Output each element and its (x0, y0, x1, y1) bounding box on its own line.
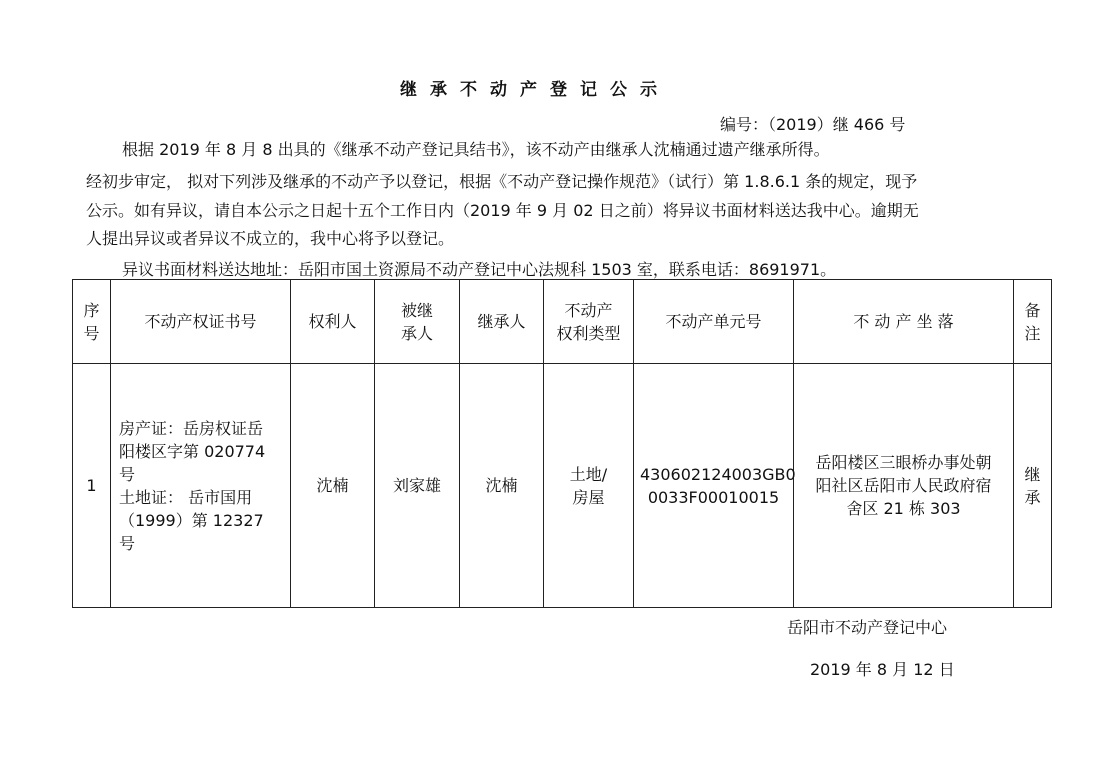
header-owner: 权利人 (291, 280, 375, 364)
cell-remark: 继 承 (1014, 364, 1052, 608)
paragraph-line-1: 经初步审定， 拟对下列涉及继承的不动产予以登记，根据《不动产登记操作规范》（试行）第 1.8.6.1 条的规定，现予 (86, 172, 918, 191)
document-number: 编号：（2019）继 466 号 (720, 115, 906, 134)
header-heir: 继承人 (460, 280, 544, 364)
header-cert-number: 不动产权证书号 (111, 280, 291, 364)
cell-unit-number: 430602124003GB0 0033F00010015 (634, 364, 794, 608)
header-remark: 备 注 (1014, 280, 1052, 364)
header-unit-number: 不动产单元号 (634, 280, 794, 364)
cell-owner: 沈楠 (291, 364, 375, 608)
cell-location: 岳阳楼区三眼桥办事处朝 阳社区岳阳市人民政府宿 舍区 21 栋 303 (794, 364, 1014, 608)
header-seq: 序 号 (73, 280, 111, 364)
cell-heir: 沈楠 (460, 364, 544, 608)
header-decedent: 被继 承人 (375, 280, 460, 364)
paragraph-line-2: 公示。如有异议，请自本公示之日起十五个工作日内（2019 年 9 月 02 日之前）将异议书面材料送达我中心。逾期无 (86, 201, 919, 220)
header-location: 不 动 产 坐 落 (794, 280, 1014, 364)
paragraph-line-3: 人提出异议或者异议不成立的，我中心将予以登记。 (86, 229, 455, 248)
page-title: 继承不动产登记公示 (400, 80, 670, 100)
table-header-row (73, 280, 1052, 364)
objection-address: 异议书面材料送达地址：岳阳市国土资源局不动产登记中心法规科 1503 室，联系电话：8691971。 (122, 260, 837, 279)
cell-cert-number: 房产证：岳房权证岳 阳楼区字第 020774 号 土地证： 岳市国用 （1999）第 12327 号 (111, 364, 291, 608)
cell-right-type: 土地/ 房屋 (544, 364, 634, 608)
cell-decedent: 刘家雄 (375, 364, 460, 608)
paragraph-intro: 根据 2019 年 8 月 8 出具的《继承不动产登记具结书》，该不动产由继承人沈楠通过遗产继承所得。 (122, 140, 830, 159)
header-right-type: 不动产 权利类型 (544, 280, 634, 364)
registration-table (72, 279, 1051, 608)
issue-date: 2019 年 8 月 12 日 (810, 660, 955, 679)
table-row (73, 364, 1052, 608)
cell-seq: 1 (73, 364, 111, 608)
issuer-name: 岳阳市不动产登记中心 (787, 618, 948, 637)
